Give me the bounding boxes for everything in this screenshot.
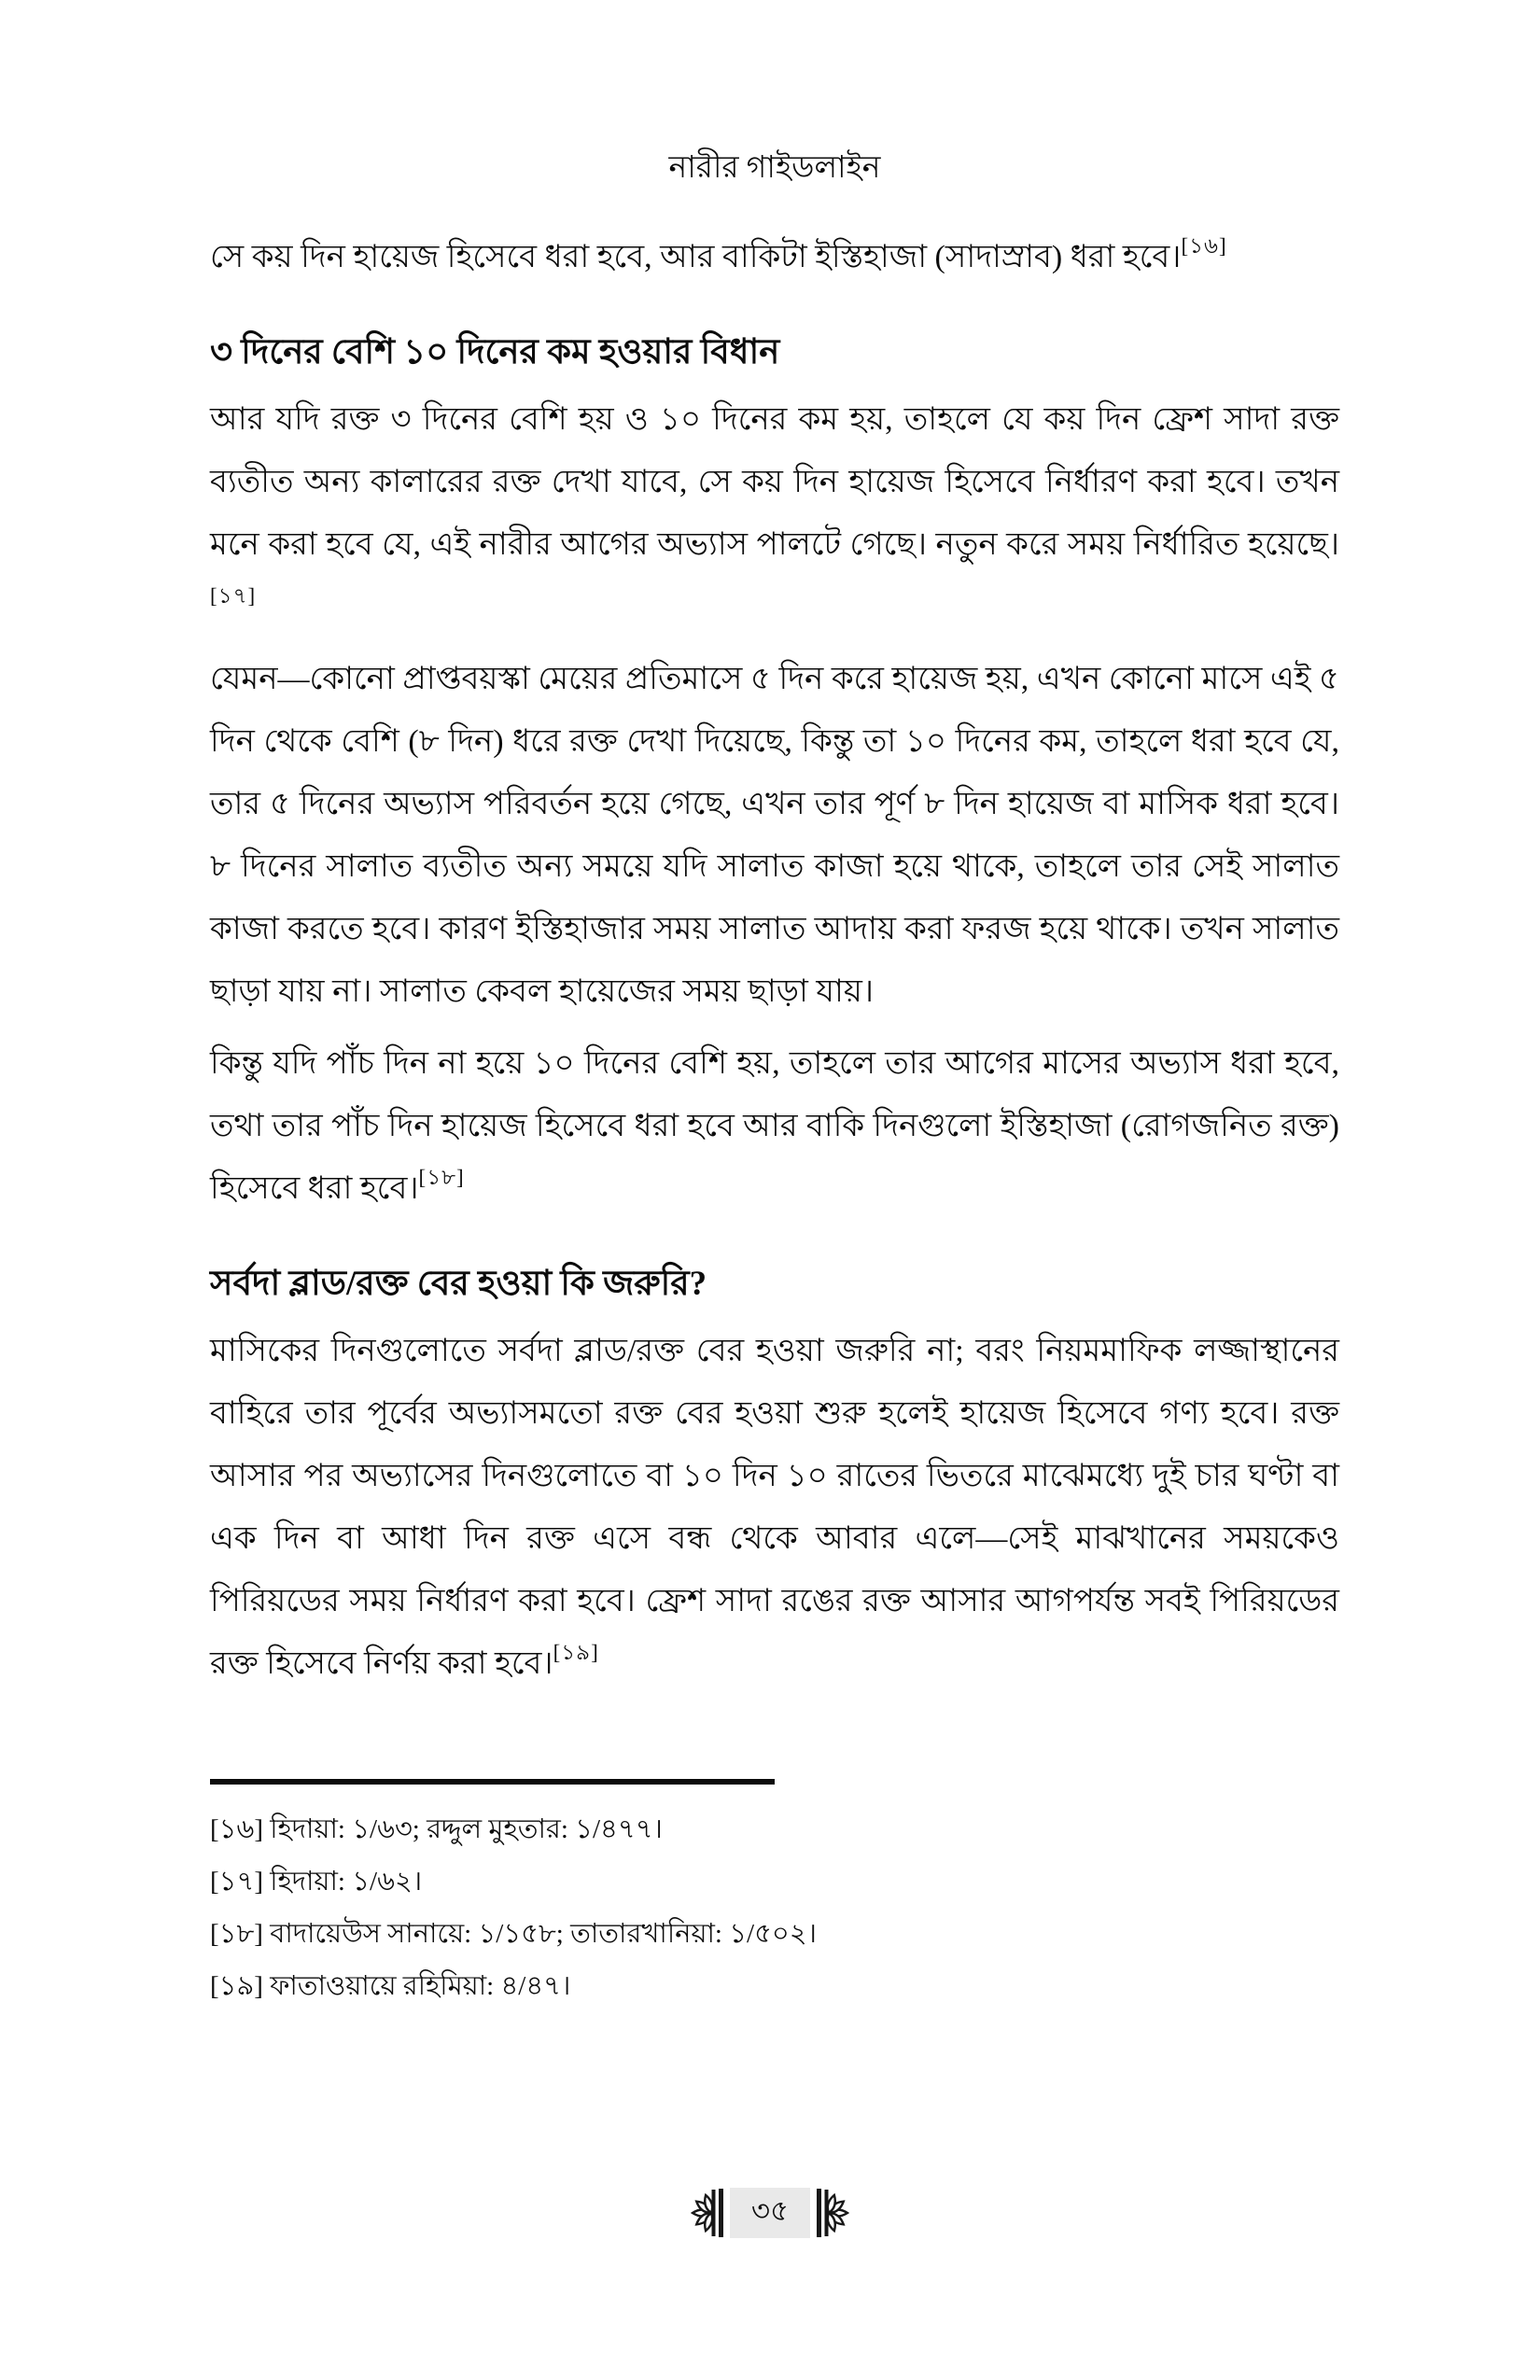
half-flower-left-icon (691, 2188, 716, 2238)
half-flower-right-icon (824, 2188, 849, 2238)
footnote: [১৭] হিদায়া: ১/৬২। (210, 1867, 423, 1897)
page-number-box (730, 2188, 810, 2238)
page-number-ornament (0, 2188, 1540, 2238)
page-header: নারীর গাইডলাইন (668, 151, 881, 185)
ornament-bar (817, 2189, 821, 2237)
footnote-ref: [১৭] (210, 584, 257, 608)
paragraph-text: মাসিকের দিনগুলোতে সর্বদা ব্লাড/রক্ত বের হওয়া জরুরি না; বরং নিয়মমাফিক লজ্জাস্থানের বাহিরে তার পূর্বের অভ্যাসমতো রক্ত বের হওয়া শুরু হলেই হায়েজ হিসেবে গণ্য হবে। রক্ত আসার পর অভ্যাসের দিনগুলোতে বা ১০ দিন ১০ রাতের ভিতরে মাঝেমধ্যে দুই চার ঘণ্টা বা এক দিন বা আধা দিন রক্ত এসে বন্ধ থেকে আবার এলে—সেই মাঝখানের সময়কেও পিরিয়ডের সময় নির্ধারণ করা হবে। ফ্রেশ সাদা রঙের রক্ত আসার আগপর্যন্ত সবই পিরিয়ডের রক্ত হিসেবে নির্ণয় করা হবে। (210, 1334, 1339, 1681)
footnote-ref: [১৮] (418, 1166, 465, 1189)
section-heading: সর্বদা ব্লাড/রক্ত বের হওয়া কি জরুরি? (210, 1265, 707, 1303)
right-ornament (814, 2188, 849, 2238)
paragraph (210, 1032, 1339, 1220)
footnote: [১৬] হিদায়া: ১/৬৩; রদ্দুল মুহতার: ১/৪৭৭। (210, 1814, 663, 1844)
paragraph (210, 1320, 1339, 1695)
paragraph (210, 226, 1339, 288)
left-ornament (691, 2188, 726, 2238)
page-number: ৩৫ (750, 2194, 790, 2227)
paragraph (210, 388, 1339, 638)
footnote-ref: [১৯] (553, 1641, 599, 1664)
section-heading: ৩ দিনের বেশি ১০ দিনের কম হওয়ার বিধান (210, 333, 780, 371)
paragraph-text: আর যদি রক্ত ৩ দিনের বেশি হয় ও ১০ দিনের কম হয়, তাহলে যে কয় দিন ফ্রেশ সাদা রক্ত ব্যতীত অন্য কালারের রক্ত দেখা যাবে, সে কয় দিন হায়েজ হিসেবে নির্ধারণ করা হবে। তখন মনে করা হবে যে, এই নারীর আগের অভ্যাস পালটে গেছে। নতুন করে সময় নির্ধারিত হয়েছে। (210, 402, 1339, 562)
footnotes (210, 1803, 1339, 2012)
body-text (210, 226, 1339, 1695)
footnote-ref: [১৬] (1181, 234, 1227, 258)
paragraph (210, 648, 1339, 1023)
paragraph-text: সে কয় দিন হায়েজ হিসেবে ধরা হবে, আর বাকিটা ইস্তিহাজা (সাদাস্রাব) ধরা হবে। (210, 240, 1182, 274)
paragraph-text: কিন্তু যদি পাঁচ দিন না হয়ে ১০ দিনের বেশি হয়, তাহলে তার আগের মাসের অভ্যাস ধরা হবে, তথা তার পাঁচ দিন হায়েজ হিসেবে ধরা হবে আর বাকি দিনগুলো ইস্তিহাজা (রোগজনিত রক্ত) হিসেবে ধরা হবে। (210, 1046, 1339, 1206)
ornament-bar (719, 2189, 723, 2237)
footnote-divider (210, 1779, 775, 1785)
footnote: [১৮] বাদায়েউস সানায়ে: ১/১৫৮; তাতারখানিয়া: ১/৫০২। (210, 1919, 818, 1949)
paragraph-text: যেমন—কোনো প্রাপ্তবয়স্কা মেয়ের প্রতিমাসে ৫ দিন করে হায়েজ হয়, এখন কোনো মাসে এই ৫ দিন থেকে বেশি (৮ দিন) ধরে রক্ত দেখা দিয়েছে, কিন্তু তা ১০ দিনের কম, তাহলে ধরা হবে যে, তার ৫ দিনের অভ্যাস পরিবর্তন হয়ে গেছে, এখন তার পূর্ণ ৮ দিন হায়েজ বা মাসিক ধরা হবে। ৮ দিনের সালাত ব্যতীত অন্য সময়ে যদি সালাত কাজা হয়ে থাকে, তাহলে তার সেই সালাত কাজা করতে হবে। কারণ ইস্তিহাজার সময় সালাত আদায় করা ফরজ হয়ে থাকে। তখন সালাত ছাড়া যায় না। সালাত কেবল হায়েজের সময় ছাড়া যায়। (210, 662, 1339, 1009)
footnote: [১৯] ফাতাওয়ায়ে রহিমিয়া: ৪/৪৭। (210, 1971, 571, 2001)
